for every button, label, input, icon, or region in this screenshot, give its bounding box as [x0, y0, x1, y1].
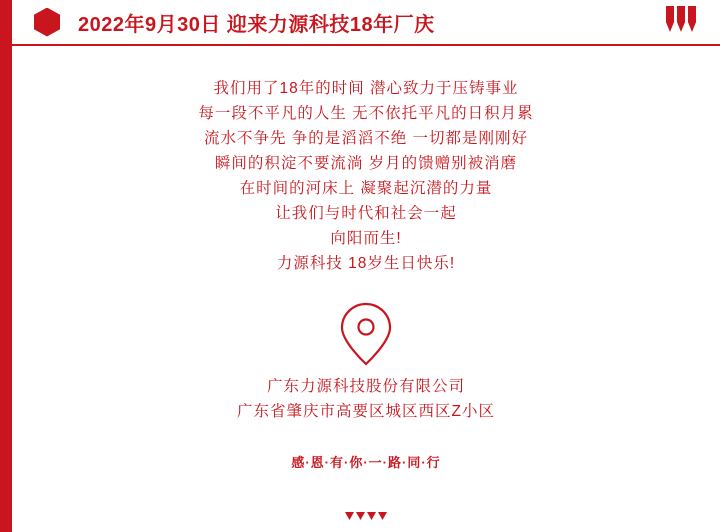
company-address: 广东省肇庆市高要区城区西区Z小区: [237, 403, 495, 420]
triangle-deco-icon: [12, 512, 720, 520]
poem-line: 在时间的河床上 凝聚起沉潜的力量: [239, 180, 493, 197]
poem-block: [12, 76, 720, 276]
poem-line: 流水不争先 争的是滔滔不绝 一切都是刚刚好: [203, 130, 529, 147]
poem-line: 我们用了18年的时间 潜心致力于压铸事业: [213, 80, 519, 97]
company-name: 广东力源科技股份有限公司: [266, 378, 465, 395]
hexagon-logo-icon: [34, 8, 60, 37]
poem-line: 每一段不平凡的人生 无不依托平凡的日积月累: [198, 105, 534, 122]
left-accent-bar: [0, 0, 12, 532]
ribbon-deco-icon: [666, 6, 696, 32]
page-title: 2022年9月30日 迎来力源科技18年厂庆: [78, 13, 435, 36]
page-content: [12, 0, 720, 532]
pin-icon-wrapper: [12, 302, 720, 366]
poem-line: 让我们与时代和社会一起: [275, 205, 457, 222]
company-block: [12, 374, 720, 424]
poem-line: 瞬间的积淀不要流淌 岁月的馈赠别被消磨: [214, 155, 518, 172]
poem-line: 向阳而生!: [330, 230, 402, 247]
location-pin-icon: [338, 302, 394, 366]
poem-line: 力源科技 18岁生日快乐!: [276, 255, 456, 272]
slogan-text: 感·恩·有·你·一·路·同·行: [291, 455, 441, 470]
page-header: [12, 0, 720, 46]
